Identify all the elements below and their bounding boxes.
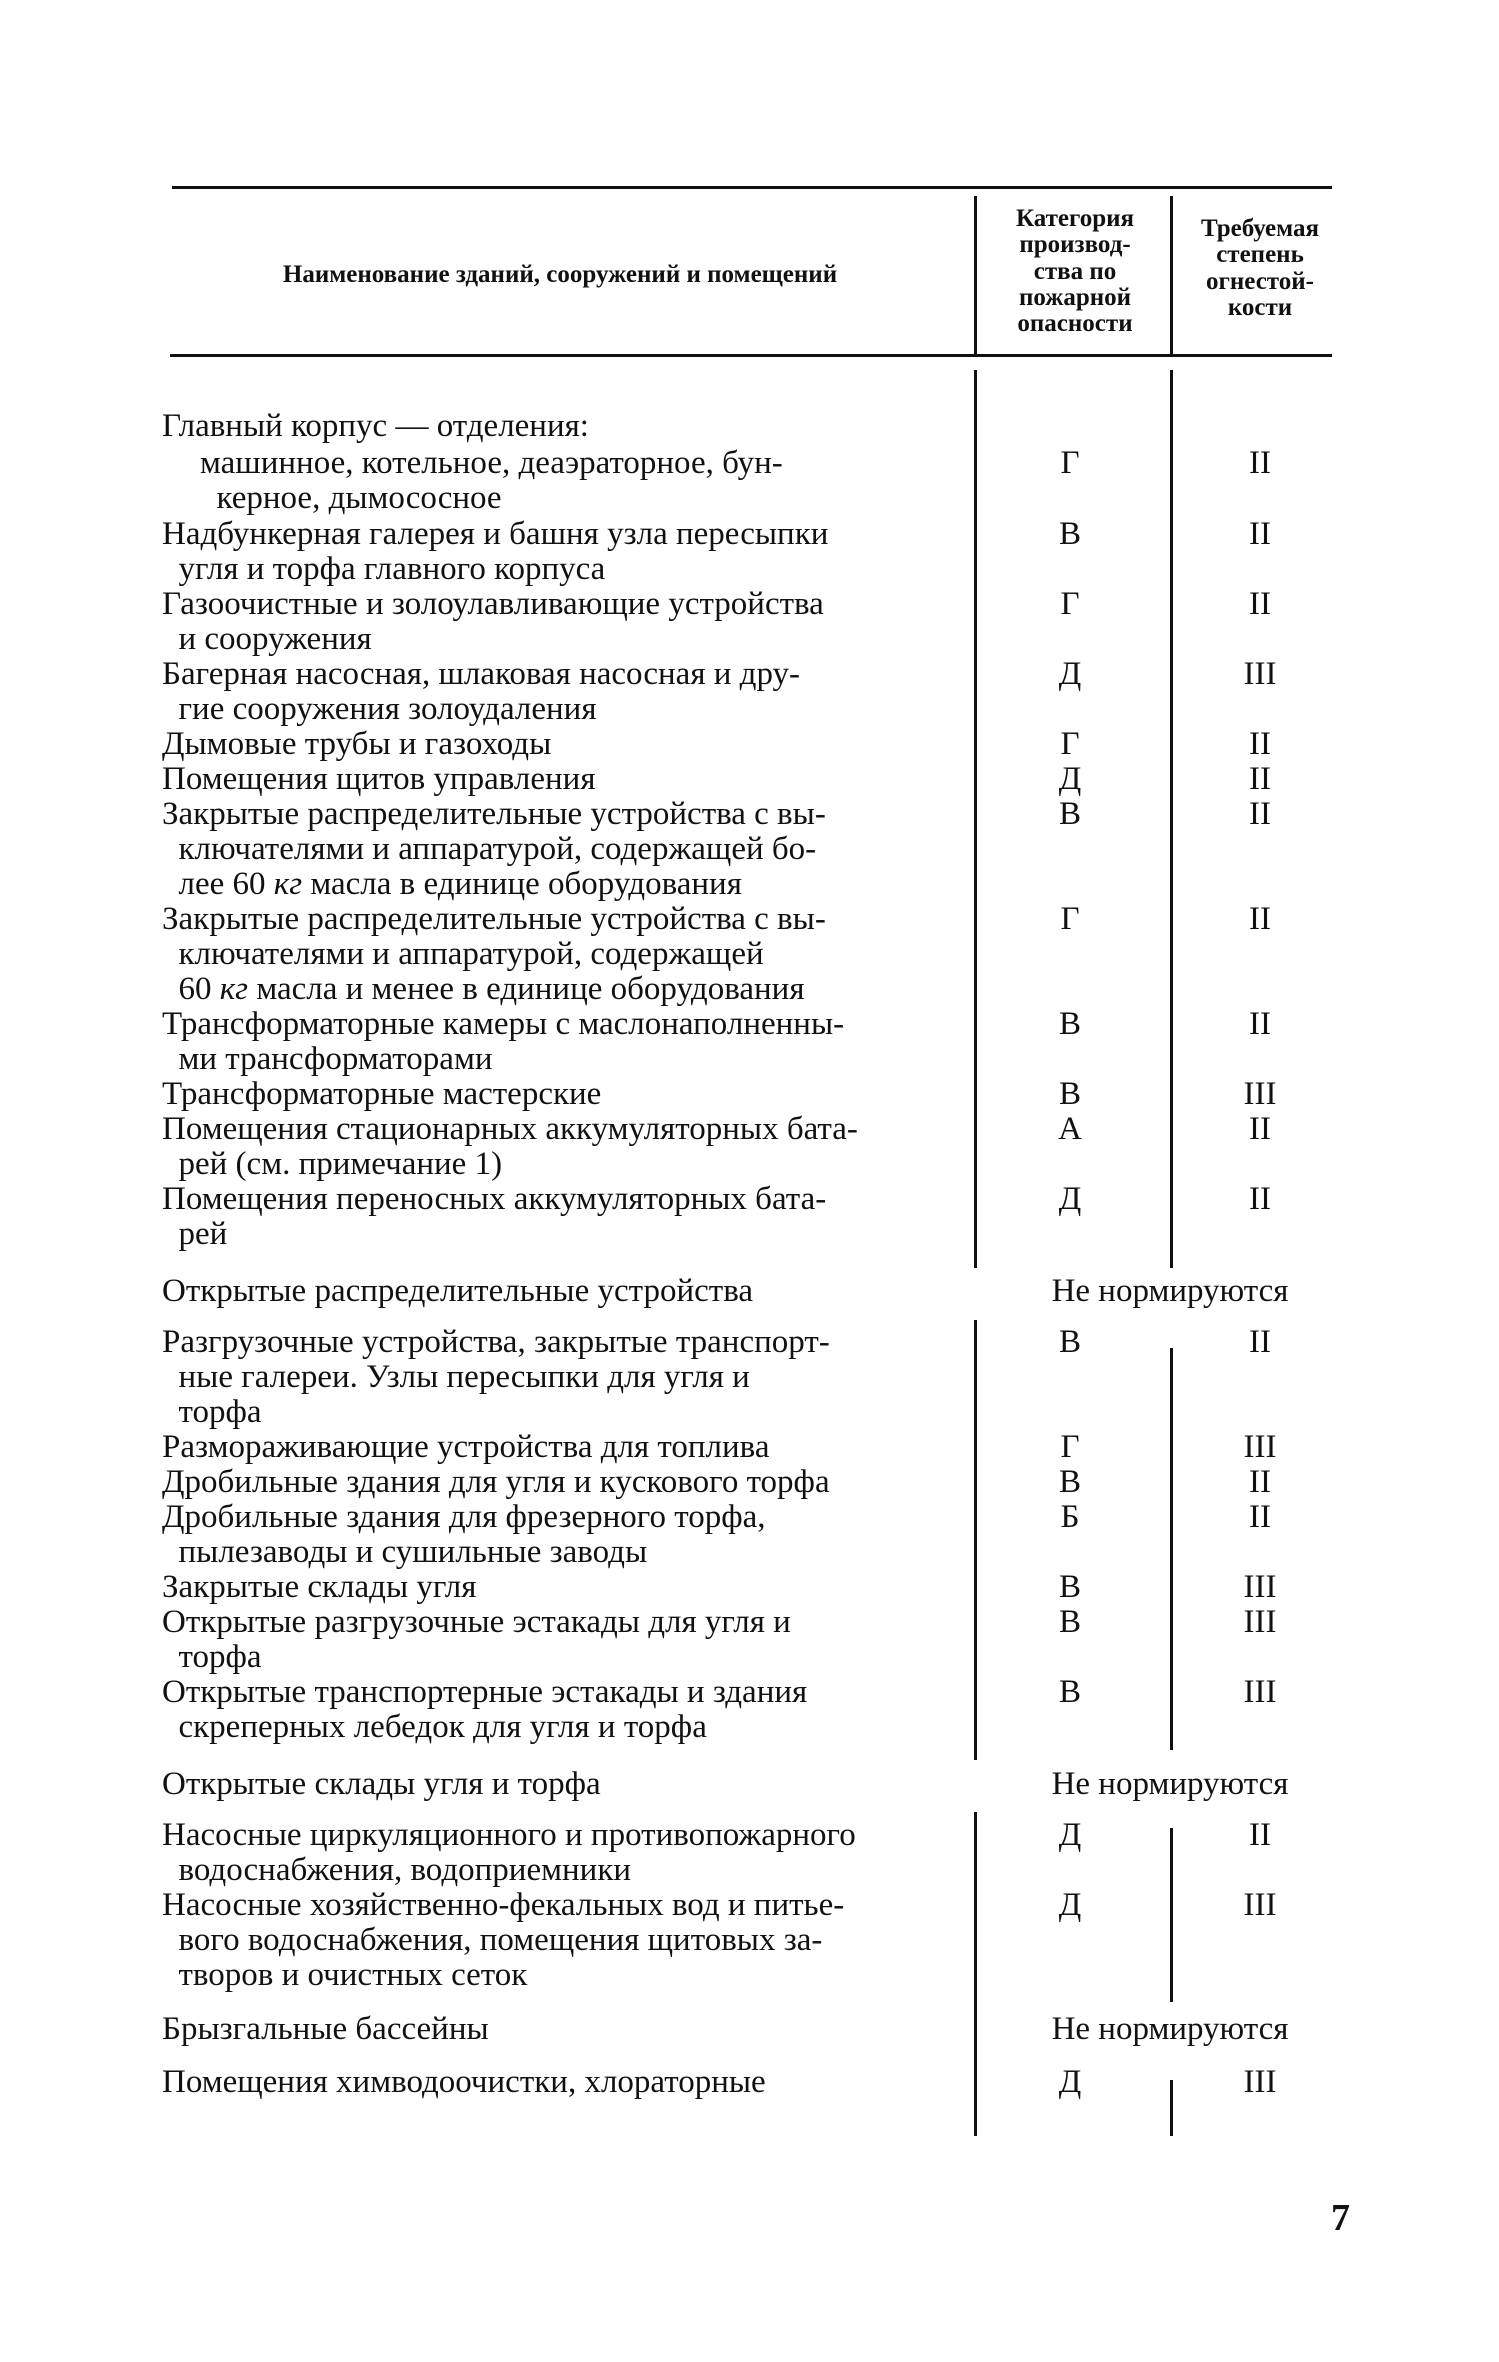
row-name: Закрытые распределительные устройства с вы- ключателями и аппаратурой, содержащей 60 кг масла и менее в единице оборудования (162, 901, 826, 1007)
column-divider-1 (974, 1812, 977, 2044)
row-not-regulated: Не нормируются (1051, 1766, 1289, 1802)
row-name: Багерная насосная, шлаковая насосная и дру- гие сооружения золоудаления (162, 656, 801, 727)
row-name: Помещения химводоочистки, хлораторные (162, 2064, 766, 2100)
page-number: 7 (1331, 2197, 1350, 2239)
row-degree: II (1249, 586, 1271, 622)
column-divider-2 (1170, 1828, 1173, 2002)
row-name: Дробильные здания для фрезерного торфа, пылезаводы и сушильные заводы (162, 1499, 766, 1570)
column-divider-1 (974, 2064, 977, 2136)
row-name: Разгрузочные устройства, закрытые транспорт- ные галереи. Узлы пересыпки для угля и торфа (162, 1324, 830, 1430)
row-category: Г (1060, 901, 1080, 937)
header-category-column: Категория производ- ства по пожарной опасности (1015, 205, 1135, 337)
column-divider-1 (974, 370, 977, 1268)
row-degree: II (1249, 445, 1271, 481)
column-divider-2 (1170, 370, 1173, 1268)
row-degree: II (1249, 1817, 1271, 1853)
row-name: Главный корпус — отделения: (162, 408, 589, 444)
row-not-regulated: Не нормируются (1051, 2011, 1289, 2047)
row-category: Д (1058, 1887, 1082, 1923)
row-degree: II (1249, 761, 1271, 797)
row-category: Д (1058, 1181, 1082, 1217)
row-category: В (1058, 1569, 1081, 1605)
row-name: Дробильные здания для угля и кускового торфа (162, 1464, 830, 1500)
row-degree: III (1243, 1604, 1277, 1640)
row-degree: II (1249, 901, 1271, 937)
row-category: Д (1058, 1817, 1082, 1853)
row-category: Д (1058, 761, 1082, 797)
row-category: Г (1060, 726, 1080, 762)
row-category: В (1058, 1464, 1081, 1500)
header-name-column: Наименование зданий, сооружений и помещений (282, 261, 838, 288)
row-name: Закрытые распределительные устройства с вы- ключателями и аппаратурой, содержащей бо- лее 60 кг масла в единице оборудования (162, 796, 826, 902)
row-name: Помещения щитов управления (162, 761, 596, 797)
row-not-regulated: Не нормируются (1051, 1273, 1289, 1309)
column-divider-2 (1170, 2080, 1173, 2136)
row-category: Д (1058, 2064, 1082, 2100)
row-category: Г (1060, 445, 1080, 481)
row-name: Помещения переносных аккумуляторных бата- рей (162, 1181, 827, 1252)
row-category: В (1058, 1324, 1081, 1360)
row-name: Открытые склады угля и торфа (162, 1766, 601, 1802)
row-category: В (1058, 1006, 1081, 1042)
row-name: Надбункерная галерея и башня узла пересыпки угля и торфа главного корпуса (162, 516, 829, 587)
row-category: Д (1058, 656, 1082, 692)
row-name: Брызгальные бассейны (162, 2011, 489, 2047)
row-degree: II (1249, 1324, 1271, 1360)
row-degree: II (1249, 516, 1271, 552)
row-name: Открытые транспортерные эстакады и здания скреперных лебедок для угля и торфа (162, 1674, 808, 1745)
row-degree: II (1249, 1499, 1271, 1535)
table-header-rule (170, 354, 1332, 357)
row-degree: III (1243, 1674, 1277, 1710)
row-category: В (1058, 796, 1081, 832)
row-category: В (1058, 1076, 1081, 1112)
row-degree: II (1249, 1181, 1271, 1217)
row-category: В (1058, 516, 1081, 552)
row-category: В (1058, 1604, 1081, 1640)
row-name: Размораживающие устройства для топлива (162, 1429, 770, 1465)
row-name: Трансформаторные камеры с маслонаполненны- ми трансформаторами (162, 1006, 845, 1077)
column-divider-2 (1170, 1348, 1173, 1750)
row-degree: III (1243, 1429, 1277, 1465)
row-degree: III (1243, 656, 1277, 692)
row-category: А (1058, 1111, 1082, 1147)
row-category: Г (1060, 1429, 1080, 1465)
row-category: Б (1060, 1499, 1080, 1535)
row-degree: III (1243, 1569, 1277, 1605)
row-degree: III (1243, 1887, 1277, 1923)
row-degree: II (1249, 1006, 1271, 1042)
row-degree: III (1243, 1076, 1277, 1112)
row-name: Открытые разгрузочные эстакады для угля и торфа (162, 1604, 791, 1675)
header-degree-column: Требуемая степень огнестой- кости (1201, 215, 1319, 321)
row-name: Открытые распределительные устройства (162, 1273, 753, 1309)
row-degree: III (1243, 2064, 1277, 2100)
row-category: Г (1060, 586, 1080, 622)
column-divider-2 (1170, 196, 1173, 356)
row-name: машинное, котельное, деаэраторное, бун- керное, дымососное (200, 445, 783, 516)
row-name: Закрытые склады угля (162, 1569, 477, 1605)
column-divider-1 (974, 1320, 977, 1760)
row-degree: II (1249, 796, 1271, 832)
row-degree: II (1249, 726, 1271, 762)
row-name: Дымовые трубы и газоходы (162, 726, 552, 762)
row-name: Насосные хозяйственно-фекальных вод и питье- вого водоснабжения, помещения щитовых за- творов и очистных сеток (162, 1887, 845, 1993)
column-divider-1 (974, 196, 977, 356)
row-name: Насосные циркуляционного и противопожарного водоснабжения, водоприемники (162, 1817, 856, 1888)
row-degree: II (1249, 1111, 1271, 1147)
table-top-rule (172, 186, 1332, 189)
row-name: Трансформаторные мастерские (162, 1076, 602, 1112)
row-name: Газоочистные и золоулавливающие устройства и сооружения (162, 586, 824, 657)
row-degree: II (1249, 1464, 1271, 1500)
row-category: В (1058, 1674, 1081, 1710)
row-name: Помещения стационарных аккумуляторных бата- рей (см. примечание 1) (162, 1111, 858, 1182)
